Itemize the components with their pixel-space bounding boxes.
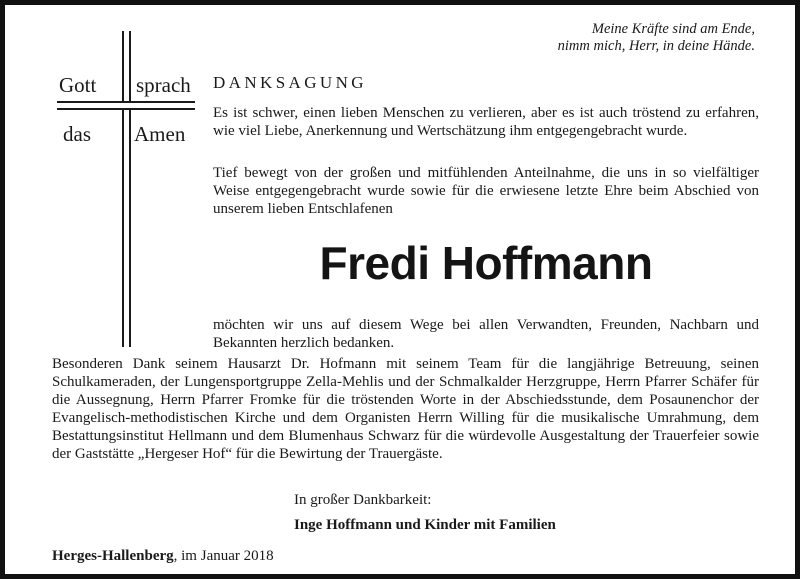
deceased-name: Fredi Hoffmann [319, 237, 653, 289]
signature-family: Inge Hoffmann und Kinder mit Familien [294, 517, 556, 533]
date: , im Januar 2018 [173, 548, 274, 564]
cross-word: das [63, 122, 91, 146]
place: Herges-Hallenberg [52, 548, 174, 564]
cross-word: Gott [59, 73, 97, 97]
motto-line: nimm mich, Herr, in deine Hände. [557, 38, 755, 54]
cross-word: Amen [134, 122, 186, 146]
paragraph-intro: Es ist schwer, einen lieben Menschen zu verlieren, aber es ist auch tröstend zu erfahren, wie viel Liebe, Anerkennung und Wertschätzung ihm entgegengebracht wurde. [213, 105, 759, 139]
motto-line: Meine Kräfte sind am Ende, [591, 21, 755, 37]
paragraph-sympathy: Tief bewegt von der großen und mitfühlenden Anteilnahme, die uns in so vielfältiger Weise entgegengebracht wurde sowie für die erwiesene letzte Ehre beim Abschied von unserem lieben Entschlafenen [213, 165, 759, 217]
cross-word: sprach [136, 73, 191, 97]
cross-vertical-beam [122, 31, 131, 347]
paragraph-thanks: möchten wir uns auf diesem Wege bei allen Verwandten, Freunden, Nachbarn und Bekannten herzlich bedanken. [213, 317, 759, 351]
cross-center [124, 103, 129, 108]
closing-line: In großer Dankbarkeit: [294, 492, 432, 508]
heading: DANKSAGUNG [213, 73, 367, 92]
paragraph-special-thanks: Besonderen Dank seinem Hausarzt Dr. Hofmann mit seinem Team für die langjährige Betreuung, seinen Schulkameraden, der Lungensportgruppe Zella-Mehlis und der Schmalkalder Herzgruppe, Herrn Pfarrer Schäfer für die Aussegnung, Herrn Pfarrer Fromke für die tröstenden Worte in der Abschiedsstunde, dem Posaunenchor der Evangelisch-methodistischen Kirche und dem Organisten Herrn Willing für die musikalische Umrahmung, dem Bestattungsinstitut Hellmann und dem Blumenhaus Schwarz für die würdevolle Ausgestaltung der Trauerfeier sowie der Gaststätte „Hergeser Hof“ für die Bewirtung der Trauergäste. [52, 356, 759, 462]
motto [505, 21, 755, 55]
place-date [52, 547, 274, 565]
